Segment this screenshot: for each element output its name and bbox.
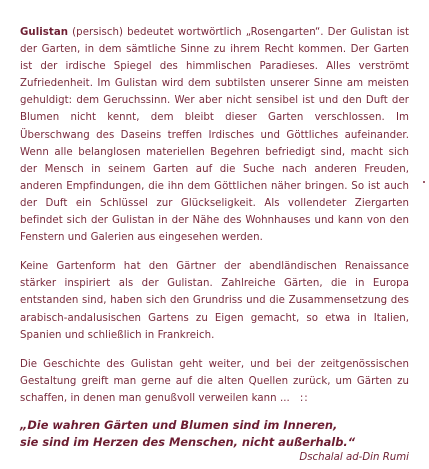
paragraph-intro <box>20 24 409 246</box>
quote-author: Dschalal ad-Din Rumi <box>299 451 409 463</box>
paragraph-renaissance: Keine Gartenform hat den Gärtner der abendländischen Renaissance stärker inspiriert als der Gulistan. Zahlreiche Gärten, die in Europa entstanden sind, haben sich den Grundriss und die Zusammensetzung des arabisch-andalusischen Gartens zu Eigen gemacht, so etwa in Italien, Spanien und schließlich in Frankreich. <box>20 261 409 341</box>
paragraph-history <box>20 356 409 407</box>
rumi-quote <box>20 417 409 451</box>
lead-word: Gulistan <box>20 27 69 38</box>
paragraph-intro-text: (persisch) bedeutet wortwörtlich „Rosengarten“. Der Gulistan ist der Garten, in dem sämtliche Sinne zu ihrem Recht kommen. Der Garten ist der irdische Spiegel des himmlischen Paradieses. Alles verströmt Zufriedenheit. Im Gulistan wird dem subtilsten unserer Sinne am meisten gehuldigt: dem Geruchssinn. Wer aber nicht sensibel ist und den Duft der Blumen nicht kennt, dem bleibt dieser Garten verschlossen. Im Überschwang des Daseins treffen Irdisches und Göttliches aufeinander. Wenn alle belanglosen materiellen Begehren befriedigt sind, macht sich der Mensch in seinem Garten auf die Suche nach anderen Freuden, anderen Empfindungen, die ihn dem Göttlichen näher bringen. So ist auch der Duft ein Schlüssel zur Glückseligkeit. Als vollendeter Ziergarten befindet sich der Gulistan in der Nähe des Wohnhauses und kann von den Fenstern und Galerien aus eingesehen werden. <box>20 27 409 244</box>
quote-line-1: „Die wahren Gärten und Blumen sind im Inneren, <box>20 417 338 432</box>
article <box>20 24 409 464</box>
quote-line-2: sie sind im Herzen des Menschen, nicht außerhalb.“ <box>20 434 356 449</box>
paragraph-history-text: Die Geschichte des Gulistan geht weiter, und bei der zeitgenössischen Gestaltung greift man gerne auf die alten Quellen zurück, um Gärten zu schaffen, in denen man genußvoll verweilen kann ... <box>20 358 409 404</box>
decorative-dot <box>423 181 425 183</box>
ornament-glyph: :: <box>299 392 309 404</box>
